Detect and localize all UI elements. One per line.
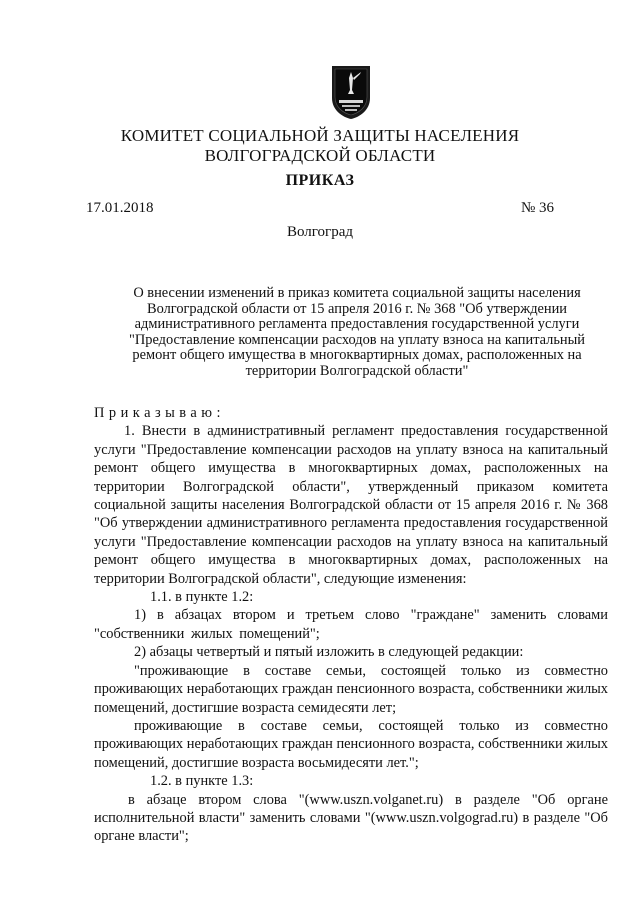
paragraph-1-1-item-2: 2) абзацы четвертый и пятый изложить в следующей редакции: xyxy=(134,644,524,661)
subject-line: О внесении изменений в приказ комитета социальной защиты населения xyxy=(133,285,581,301)
paragraph-quote-2: проживающие в составе семьи, состоящей только из совместно проживающих неработающих граждан пенсионного возраста, собственники жилых помещений, достигшие возраста восьмидесяти лет."; xyxy=(94,717,608,771)
order-number: № 36 xyxy=(521,200,555,216)
paragraph-1-1-item-1: 1) в абзацах втором и третьем слово "граждане" заменить словами "собственники жилых помещений"; xyxy=(94,607,608,642)
paragraph-quote-1: "проживающие в составе семьи, состоящей только из совместно проживающих неработающих граждан пенсионного возраста, собственники жилых помещений, достигшие возраста семидесяти лет; xyxy=(94,662,608,716)
committee-name xyxy=(0,126,640,166)
paragraph-1: 1. Внести в административный регламент предоставления государственной услуги "Предоставление компенсации расходов на уплату взноса на капитальный ремонт общего имущества в многоквартирных домах, расположенных на территории Волгоградской области", утвержденный приказом комитета социальной защиты населения Волгоградской области от 15 апреля 2016 г. № 368 "Об утверждении административного регламента предоставления государственной услуги "Предоставление компенсации расходов на уплату взноса на капитальный ремонт общего имущества в многоквартирных домах, расположенных на территории Волгоградской области", следующие изменения: xyxy=(94,423,608,587)
committee-line-2: ВОЛГОГРАДСКОЙ ОБЛАСТИ xyxy=(204,146,436,165)
order-city: Волгоград xyxy=(286,224,353,240)
order-heading: Приказываю: xyxy=(94,405,226,421)
order-date: 17.01.2018 xyxy=(86,200,154,216)
paragraph-1-2: 1.2. в пункте 1.3: xyxy=(150,773,254,790)
document-type: ПРИКАЗ xyxy=(285,172,355,189)
subject-line: территории Волгоградской области" xyxy=(245,362,469,379)
paragraph-1-2-text: в абзаце втором слова "(www.uszn.volganet.ru) в разделе "Об органе исполнительной власти" заменить словами "(www.uszn.volgograd.ru) в разделе "Об органе власти"; xyxy=(94,791,608,845)
subject-line: Волгоградской области от 15 апреля 2016 г. № 368 "Об утверждении xyxy=(146,300,568,317)
committee-line-1: КОМИТЕТ СОЦИАЛЬНОЙ ЗАЩИТЫ НАСЕЛЕНИЯ xyxy=(120,126,520,145)
volgograd-coat-of-arms-icon xyxy=(330,64,372,120)
subject-line: административного регламента предоставления государственной услуги xyxy=(134,316,580,332)
order-body xyxy=(94,404,608,846)
paragraph-1-1: 1.1. в пункте 1.2: xyxy=(150,589,254,606)
subject-line: ремонт общего имущества в многоквартирных домах, расположенных на xyxy=(132,347,582,363)
subject-line: "Предоставление компенсации расходов на уплату взноса на капитальный xyxy=(129,331,585,348)
order-subject xyxy=(108,286,606,379)
